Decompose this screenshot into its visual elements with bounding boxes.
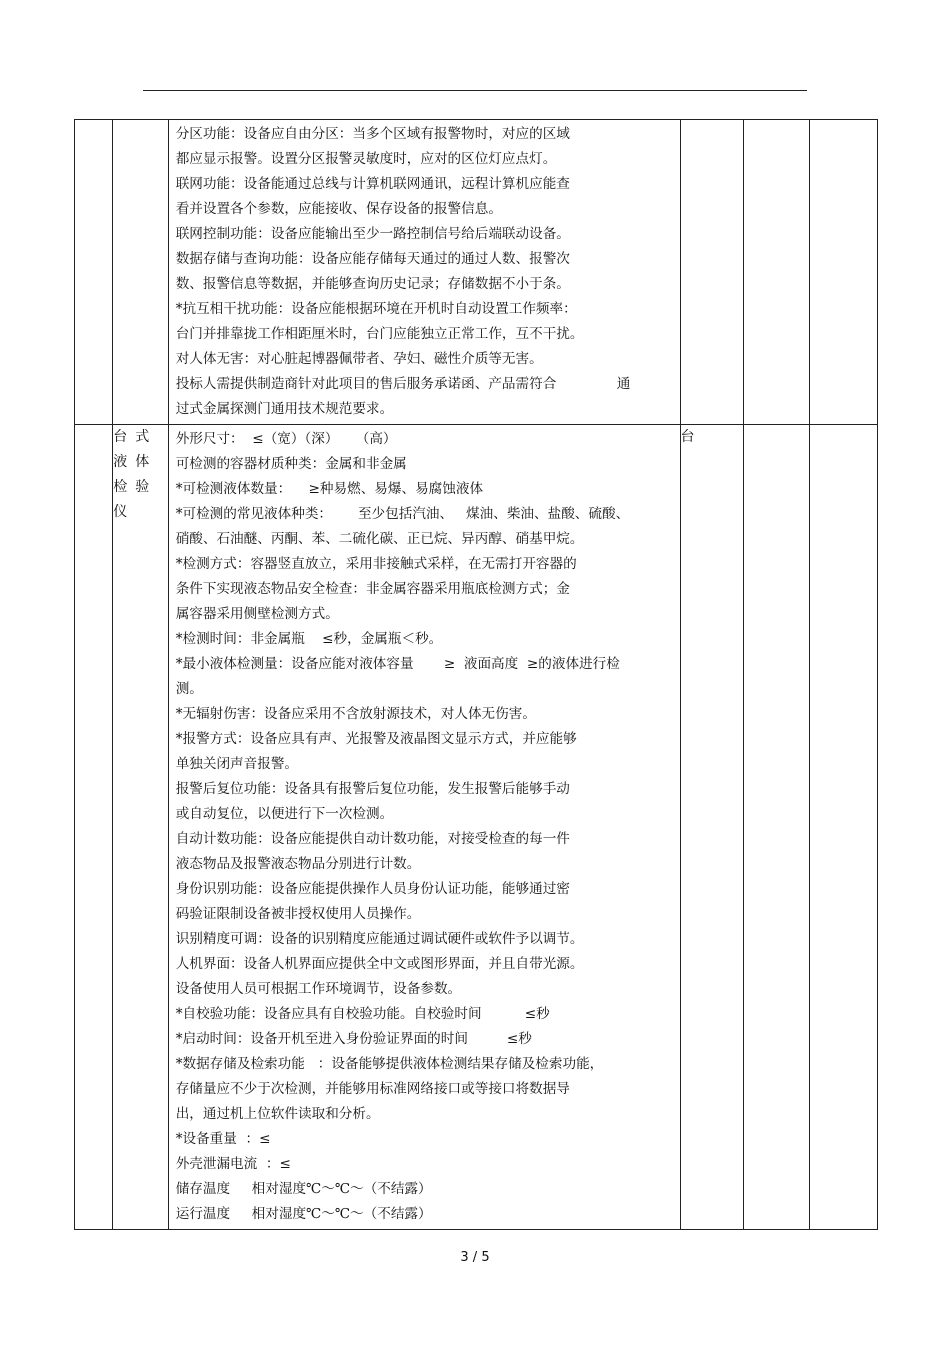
spec-line: 联网控制功能：设备应能输出至少一路控制信号给后端联动设备。 xyxy=(175,226,570,242)
spec-line: 身份识别功能：设备应能提供操作人员身份认证功能，能够通过密 xyxy=(175,881,570,897)
unit-cell: 台 xyxy=(680,425,743,1230)
spec-line: 数、报警信息等数据，并能够查询历史记录；存储数据不小于条。 xyxy=(175,276,570,292)
spec-line: *可检测液体数量： ≥种易燃、易爆、易腐蚀液体 xyxy=(175,481,484,497)
spec-line: 分区功能：设备应自由分区：当多个区域有报警物时，对应的区域 xyxy=(175,126,570,142)
spec-line: 投标人需提供制造商针对此项目的售后服务承诺函、产品需符合 通 xyxy=(175,376,631,392)
table-row xyxy=(75,120,878,425)
spec-line: 条件下实现液态物品安全检查：非金属容器采用瓶底检测方式；金 xyxy=(175,581,570,597)
item-name-line: 仪 xyxy=(113,504,136,520)
spec-line: 数据存储与查询功能：设备应能存储每天通过的通过人数、报警次 xyxy=(175,251,570,267)
item-name-line: 检验 xyxy=(113,479,158,495)
spec-line: 外形尺寸： ≤（宽）（深） （高） xyxy=(175,431,397,447)
spec-line: 自动计数功能：设备应能提供自动计数功能，对接受检查的每一件 xyxy=(175,831,570,847)
spec-line: 台门并排靠拢工作相距厘米时，台门应能独立正常工作，互不干扰。 xyxy=(175,326,584,342)
header-rule xyxy=(143,90,807,91)
spec-line: 对人体无害：对心脏起博器佩带者、孕妇、磁性介质等无害。 xyxy=(175,351,543,367)
item-name-cell xyxy=(113,425,168,1230)
quantity-cell xyxy=(743,425,809,1230)
spec-line: 过式金属探测门通用技术规范要求。 xyxy=(175,401,394,417)
spec-line: 单独关闭声音报警。 xyxy=(175,756,299,772)
spec-line: 或自动复位，以便进行下一次检测。 xyxy=(175,806,394,822)
page-number: 3 / 5 xyxy=(460,1250,490,1265)
spec-line: 识别精度可调：设备的识别精度应能通过调试硬件或软件予以调节。 xyxy=(175,931,584,947)
item-name-cell xyxy=(113,120,168,425)
spec-line: 储存温度 相对湿度℃～℃～（不结露） xyxy=(175,1181,432,1197)
spec-table xyxy=(74,119,878,1230)
spec-line: *检测时间：非金属瓶 ≤秒，金属瓶＜秒。 xyxy=(175,631,443,647)
spec-line: 码验证限制设备被非授权使用人员操作。 xyxy=(175,906,421,922)
unit-cell xyxy=(680,120,743,425)
spec-line: 外壳泄漏电流 ：≤ xyxy=(175,1156,291,1172)
spec-line: *最小液体检测量：设备应能对液体容量 ≥ 液面高度 ≥的液体进行检 xyxy=(175,656,620,672)
spec-line: 联网功能：设备能通过总线与计算机联网通讯，远程计算机应能查 xyxy=(175,176,570,192)
spec-line: *抗互相干扰功能：设备应能根据环境在开机时自动设置工作频率： xyxy=(175,301,577,317)
spec-line: 报警后复位功能：设备具有报警后复位功能，发生报警后能够手动 xyxy=(175,781,570,797)
spec-line: 可检测的容器材质种类：金属和非金属 xyxy=(175,456,407,472)
spec-line: 存储量应不少于次检测，并能够用标准网络接口或等接口将数据导 xyxy=(175,1081,570,1097)
item-number-cell xyxy=(75,120,113,425)
spec-line: 硝酸、石油醚、丙酮、苯、二硫化碳、正已烷、异丙醇、硝基甲烷。 xyxy=(175,531,584,547)
spec-line: 出，通过机上位软件读取和分析。 xyxy=(175,1106,380,1122)
spec-line: *无辐射伤害：设备应采用不含放射源技术，对人体无伤害。 xyxy=(175,706,536,722)
spec-line: *启动时间：设备开机至进入身份验证界面的时间 ≤秒 xyxy=(175,1031,532,1047)
price-cell xyxy=(810,425,878,1230)
table-row xyxy=(75,425,878,1230)
spec-line: 运行温度 相对湿度℃～℃～（不结露） xyxy=(175,1206,432,1222)
spec-line: *检测方式：容器竖直放立，采用非接触式采样，在无需打开容器的 xyxy=(175,556,577,572)
spec-line: 测。 xyxy=(175,681,203,697)
item-name-line: 液体 xyxy=(113,454,158,470)
spec-line: 人机界面：设备人机界面应提供全中文或图形界面，并且自带光源。 xyxy=(175,956,584,972)
spec-line: *可检测的常见液体种类： 至少包括汽油、 煤油、柴油、盐酸、硫酸、 xyxy=(175,506,630,522)
quantity-cell xyxy=(743,120,809,425)
spec-line: *报警方式：设备应具有声、光报警及液晶图文显示方式，并应能够 xyxy=(175,731,577,747)
spec-line: 看并设置各个参数，应能接收、保存设备的报警信息。 xyxy=(175,201,502,217)
spec-line: 液态物品及报警液态物品分别进行计数。 xyxy=(175,856,421,872)
item-name-line: 台式 xyxy=(113,429,158,445)
item-number-cell xyxy=(75,425,113,1230)
spec-line: *自校验功能：设备应具有自校验功能。自校验时间 ≤秒 xyxy=(175,1006,550,1022)
spec-line: 都应显示报警。设置分区报警灵敏度时，应对的区位灯应点灯。 xyxy=(175,151,557,167)
spec-line: 属容器采用侧壁检测方式。 xyxy=(175,606,339,622)
spec-line: *数据存储及检索功能 ：设备能够提供液体检测结果存储及检索功能， xyxy=(175,1056,604,1072)
price-cell xyxy=(810,120,878,425)
spec-description-cell xyxy=(168,425,680,1230)
spec-line: *设备重量 ：≤ xyxy=(175,1131,271,1147)
spec-line: 设备使用人员可根据工作环境调节，设备参数。 xyxy=(175,981,462,997)
spec-description-cell xyxy=(168,120,680,425)
